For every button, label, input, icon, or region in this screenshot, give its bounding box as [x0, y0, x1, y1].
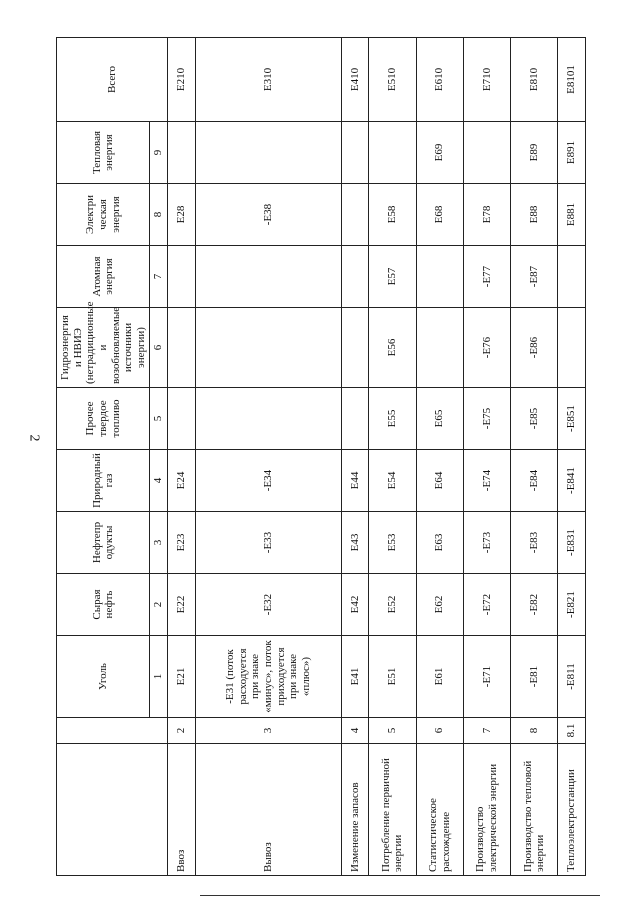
- col-number: 7: [150, 246, 168, 308]
- table-cell: E610: [416, 38, 463, 122]
- row-label: Ввоз: [168, 744, 196, 876]
- table-cell: -E77: [463, 246, 510, 308]
- col-number: 3: [150, 512, 168, 574]
- table-cell: -E81: [511, 636, 558, 718]
- table-cell: [341, 184, 369, 246]
- table-cell: [463, 122, 510, 184]
- table-cell: E44: [341, 450, 369, 512]
- code-header: [57, 718, 168, 744]
- table-cell: [558, 308, 586, 388]
- table-cell: -E72: [463, 574, 510, 636]
- row-code: 6: [416, 718, 463, 744]
- table-cell: E310: [195, 38, 341, 122]
- row-code: 8.1: [558, 718, 586, 744]
- energy-balance-table-wrapper: [56, 38, 586, 876]
- table-cell: -E74: [463, 450, 510, 512]
- header-row: [57, 38, 150, 876]
- table-cell: -E851: [558, 388, 586, 450]
- table-cell: -E76: [463, 308, 510, 388]
- table-cell: [558, 246, 586, 308]
- bottom-divider: [200, 895, 600, 896]
- page-number: 2: [26, 434, 42, 442]
- col-number: 2: [150, 574, 168, 636]
- table-cell: E89: [511, 122, 558, 184]
- row-label: Изменение запасов: [341, 744, 369, 876]
- table-cell: -E83: [511, 512, 558, 574]
- table-row: [168, 38, 196, 876]
- table-cell: -E82: [511, 574, 558, 636]
- col-number: 9: [150, 122, 168, 184]
- col-header-heat: Тепловая энергия: [57, 122, 150, 184]
- table-cell: [168, 308, 196, 388]
- table-cell: E410: [341, 38, 369, 122]
- table-cell: E41: [341, 636, 369, 718]
- table-cell: E56: [369, 308, 416, 388]
- table-row: [369, 38, 416, 876]
- table-row: [341, 38, 369, 876]
- table-cell: [168, 246, 196, 308]
- row-label: Статистическое расхождение: [416, 744, 463, 876]
- table-cell: E61: [416, 636, 463, 718]
- table-cell: E55: [369, 388, 416, 450]
- col-header-hydro-renewables: Гидроэнергия и НВИЭ (нетрадиционные и возобновляемые источники энергии): [57, 308, 150, 388]
- table-cell: [416, 308, 463, 388]
- table-cell: E22: [168, 574, 196, 636]
- table-cell: [195, 388, 341, 450]
- table-cell: [341, 308, 369, 388]
- table-cell: E52: [369, 574, 416, 636]
- table-cell: [168, 388, 196, 450]
- table-cell: [341, 122, 369, 184]
- row-label: Теплоэлектростанции: [558, 744, 586, 876]
- table-cell: E28: [168, 184, 196, 246]
- col-header-total: Всего: [57, 38, 168, 122]
- table-cell: E69: [416, 122, 463, 184]
- table-cell: E881: [558, 184, 586, 246]
- table-cell: [195, 246, 341, 308]
- table-cell: -E31 (поток расходуется при знаке «минус», поток приходуется при знаке «плюс»): [195, 636, 341, 718]
- table-cell: E42: [341, 574, 369, 636]
- table-cell: [369, 122, 416, 184]
- corner-cell: [57, 744, 168, 876]
- col-number: 4: [150, 450, 168, 512]
- table-cell: E8101: [558, 38, 586, 122]
- table-cell: E65: [416, 388, 463, 450]
- table-cell: E24: [168, 450, 196, 512]
- energy-balance-table: [56, 37, 586, 876]
- table-cell: -E87: [511, 246, 558, 308]
- col-number: 5: [150, 388, 168, 450]
- table-cell: E78: [463, 184, 510, 246]
- col-header-nuclear: Атомная энергия: [57, 246, 150, 308]
- row-label: Производство тепловой энергии: [511, 744, 558, 876]
- table-cell: [195, 122, 341, 184]
- table-cell: -E841: [558, 450, 586, 512]
- row-label: Вывоз: [195, 744, 341, 876]
- table-cell: -E84: [511, 450, 558, 512]
- col-header-crude-oil: Сырая нефть: [57, 574, 150, 636]
- table-cell: E210: [168, 38, 196, 122]
- table-cell: -E75: [463, 388, 510, 450]
- table-cell: E53: [369, 512, 416, 574]
- table-row: [416, 38, 463, 876]
- table-cell: -E811: [558, 636, 586, 718]
- table-cell: -E33: [195, 512, 341, 574]
- table-cell: -E34: [195, 450, 341, 512]
- table-cell: -E71: [463, 636, 510, 718]
- table-cell: E88: [511, 184, 558, 246]
- table-cell: E68: [416, 184, 463, 246]
- col-number: 1: [150, 636, 168, 718]
- row-label: Производство электрической энергии: [463, 744, 510, 876]
- table-row: [463, 38, 510, 876]
- row-code: 7: [463, 718, 510, 744]
- table-row: [195, 38, 341, 876]
- table-cell: -E32: [195, 574, 341, 636]
- row-code: 2: [168, 718, 196, 744]
- col-number: 6: [150, 308, 168, 388]
- table-cell: E54: [369, 450, 416, 512]
- table-cell: [341, 246, 369, 308]
- table-cell: E810: [511, 38, 558, 122]
- col-header-natural-gas: Природный газ: [57, 450, 150, 512]
- table-cell: [416, 246, 463, 308]
- table-cell: E63: [416, 512, 463, 574]
- table-cell: E64: [416, 450, 463, 512]
- table-cell: -E85: [511, 388, 558, 450]
- table-cell: -E38: [195, 184, 341, 246]
- table-cell: -E86: [511, 308, 558, 388]
- col-header-other-solid-fuel: Прочее твердое топливо: [57, 388, 150, 450]
- table-cell: E510: [369, 38, 416, 122]
- table-cell: E21: [168, 636, 196, 718]
- row-code: 5: [369, 718, 416, 744]
- table-cell: E51: [369, 636, 416, 718]
- col-header-electricity: Электри ческая энергия: [57, 184, 150, 246]
- table-cell: E710: [463, 38, 510, 122]
- table-cell: -E821: [558, 574, 586, 636]
- col-number: 8: [150, 184, 168, 246]
- table-cell: E62: [416, 574, 463, 636]
- table-cell: E891: [558, 122, 586, 184]
- table-cell: -E73: [463, 512, 510, 574]
- table-cell: [195, 308, 341, 388]
- table-cell: [168, 122, 196, 184]
- row-code: 3: [195, 718, 341, 744]
- table-cell: E58: [369, 184, 416, 246]
- row-label: Потребление первичной энергии: [369, 744, 416, 876]
- table-cell: E43: [341, 512, 369, 574]
- col-header-oil-products: Нефтепр одукты: [57, 512, 150, 574]
- table-cell: E23: [168, 512, 196, 574]
- table-cell: E57: [369, 246, 416, 308]
- table-row: [558, 38, 586, 876]
- row-code: 4: [341, 718, 369, 744]
- table-cell: [341, 388, 369, 450]
- table-row: [511, 38, 558, 876]
- table-cell: -E831: [558, 512, 586, 574]
- row-code: 8: [511, 718, 558, 744]
- col-header-coal: Уголь: [57, 636, 150, 718]
